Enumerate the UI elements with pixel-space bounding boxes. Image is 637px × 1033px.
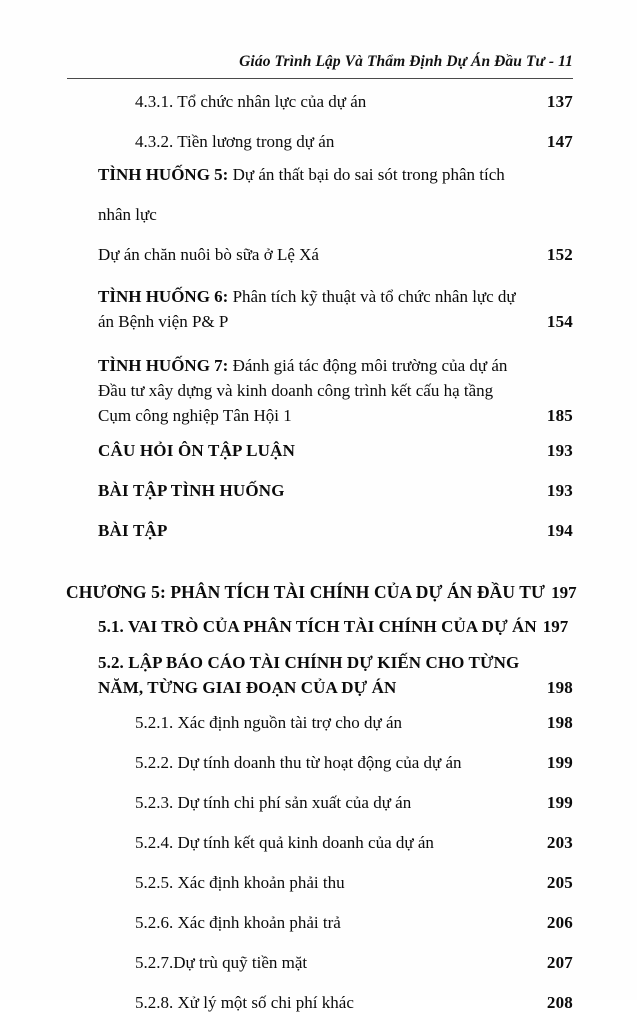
toc-section-heading-continuation <box>0 676 637 701</box>
toc-entry-page: 206 <box>546 913 573 932</box>
toc-case-title: TÌNH HUỐNG 7: <box>98 356 229 375</box>
toc-heading-label: BÀI TẬP TÌNH HUỐNG <box>98 481 285 500</box>
toc-heading-page: 193 <box>546 481 573 500</box>
toc-entry-continuation <box>0 205 637 226</box>
toc-entry-page: 154 <box>546 312 573 331</box>
toc-section-heading <box>0 651 637 676</box>
toc-section-heading <box>0 616 637 639</box>
toc-section-page: 198 <box>546 678 573 697</box>
toc-entry-label: 4.3.2. Tiền lương trong dự án <box>135 132 335 151</box>
toc-case-subtitle: Đánh giá tác động môi trường của dự án <box>228 356 508 375</box>
header-rule <box>67 78 573 79</box>
toc-entry <box>0 92 637 113</box>
toc-entry <box>0 132 637 153</box>
toc-entry-label: Đầu tư xây dựng và kinh doanh công trình kết cấu hạ tầng <box>98 381 494 400</box>
toc-entry-label: 5.2.6. Xác định khoản phải trả <box>135 913 341 932</box>
toc-case-subtitle: Phân tích kỹ thuật và tổ chức nhân lực dự <box>228 287 516 306</box>
toc-chapter-label: CHƯƠNG 5: PHÂN TÍCH TÀI CHÍNH CỦA DỰ ÁN ĐẦU TƯ <box>66 582 546 602</box>
toc-entry-continuation <box>0 404 637 429</box>
toc-entry-page: 199 <box>546 753 573 772</box>
toc-case-heading <box>0 354 637 379</box>
toc-entry-page: 208 <box>546 993 573 1012</box>
toc-entry-page: 185 <box>546 406 573 425</box>
toc-entry-page: 199 <box>546 793 573 812</box>
toc-case-heading <box>0 165 637 186</box>
toc-entry <box>0 873 637 894</box>
toc-chapter-page: 197 <box>551 583 577 602</box>
toc-entry-page: 198 <box>546 713 573 732</box>
toc-entry-label: 4.3.1. Tổ chức nhân lực của dự án <box>135 92 367 111</box>
toc-section-page: 197 <box>542 617 569 636</box>
toc-entry <box>0 753 637 774</box>
toc-heading <box>0 441 637 462</box>
toc-entry-label: 5.2.8. Xử lý một số chi phí khác <box>135 993 354 1012</box>
toc-entry <box>0 713 637 734</box>
toc-entry-label: Cụm công nghiệp Tân Hội 1 <box>98 406 292 425</box>
toc-entry-page: 152 <box>546 245 573 264</box>
toc-section-label: 5.1. VAI TRÒ CỦA PHÂN TÍCH TÀI CHÍNH CỦA DỰ ÁN <box>98 617 537 636</box>
toc-entry-page: 207 <box>546 953 573 972</box>
toc-heading-page: 193 <box>546 441 573 460</box>
toc-case-subtitle: Dự án thất bại do sai sót trong phân tích <box>228 165 505 184</box>
toc-entry-label: nhân lực <box>98 205 157 224</box>
toc-chapter-heading <box>0 582 637 604</box>
toc-entry <box>0 245 637 266</box>
toc-heading-label: CÂU HỎI ÔN TẬP LUẬN <box>98 441 296 460</box>
toc-entry <box>0 993 637 1014</box>
toc-entry-label: 5.2.1. Xác định nguồn tài trợ cho dự án <box>135 713 403 732</box>
toc-entry-continuation <box>0 310 637 335</box>
toc-entry <box>0 913 637 934</box>
toc-case-title: TÌNH HUỐNG 6: <box>98 287 229 306</box>
toc-case-title: TÌNH HUỐNG 5: <box>98 165 229 184</box>
running-header <box>67 52 573 78</box>
toc-entry-label: 5.2.7.Dự trù quỹ tiền mặt <box>135 953 308 972</box>
toc-section-label: NĂM, TỪNG GIAI ĐOẠN CỦA DỰ ÁN <box>98 678 397 697</box>
toc-entry-label: án Bệnh viện P& P <box>98 312 229 331</box>
running-header-title: Giáo Trình Lập Và Thẩm Định Dự Án Đầu Tư - 11 <box>239 53 573 70</box>
toc-case-heading <box>0 285 637 310</box>
toc-heading <box>0 521 637 542</box>
toc-entry-page: 147 <box>546 132 573 151</box>
toc-entry-page: 137 <box>546 92 573 111</box>
toc-entry <box>0 953 637 974</box>
toc-heading <box>0 481 637 502</box>
toc-entry-label: 5.2.3. Dự tính chi phí sản xuất của dự án <box>135 793 412 812</box>
toc-entry-page: 203 <box>546 833 573 852</box>
table-of-contents <box>0 92 637 1033</box>
toc-entry <box>0 833 637 854</box>
toc-entry-label: Dự án chăn nuôi bò sữa ở Lệ Xá <box>98 245 319 264</box>
toc-heading-page: 194 <box>546 521 573 540</box>
toc-entry-continuation <box>0 379 637 404</box>
toc-entry-label: 5.2.2. Dự tính doanh thu từ hoạt động của dự án <box>135 753 462 772</box>
toc-entry-label: 5.2.5. Xác định khoản phải thu <box>135 873 345 892</box>
toc-entry <box>0 793 637 814</box>
toc-entry-label: 5.2.4. Dự tính kết quả kinh doanh của dự án <box>135 833 434 852</box>
toc-section-label: 5.2. LẬP BÁO CÁO TÀI CHÍNH DỰ KIẾN CHO TỪNG <box>98 653 520 672</box>
toc-entry-page: 205 <box>546 873 573 892</box>
toc-heading-label: BÀI TẬP <box>98 521 168 540</box>
